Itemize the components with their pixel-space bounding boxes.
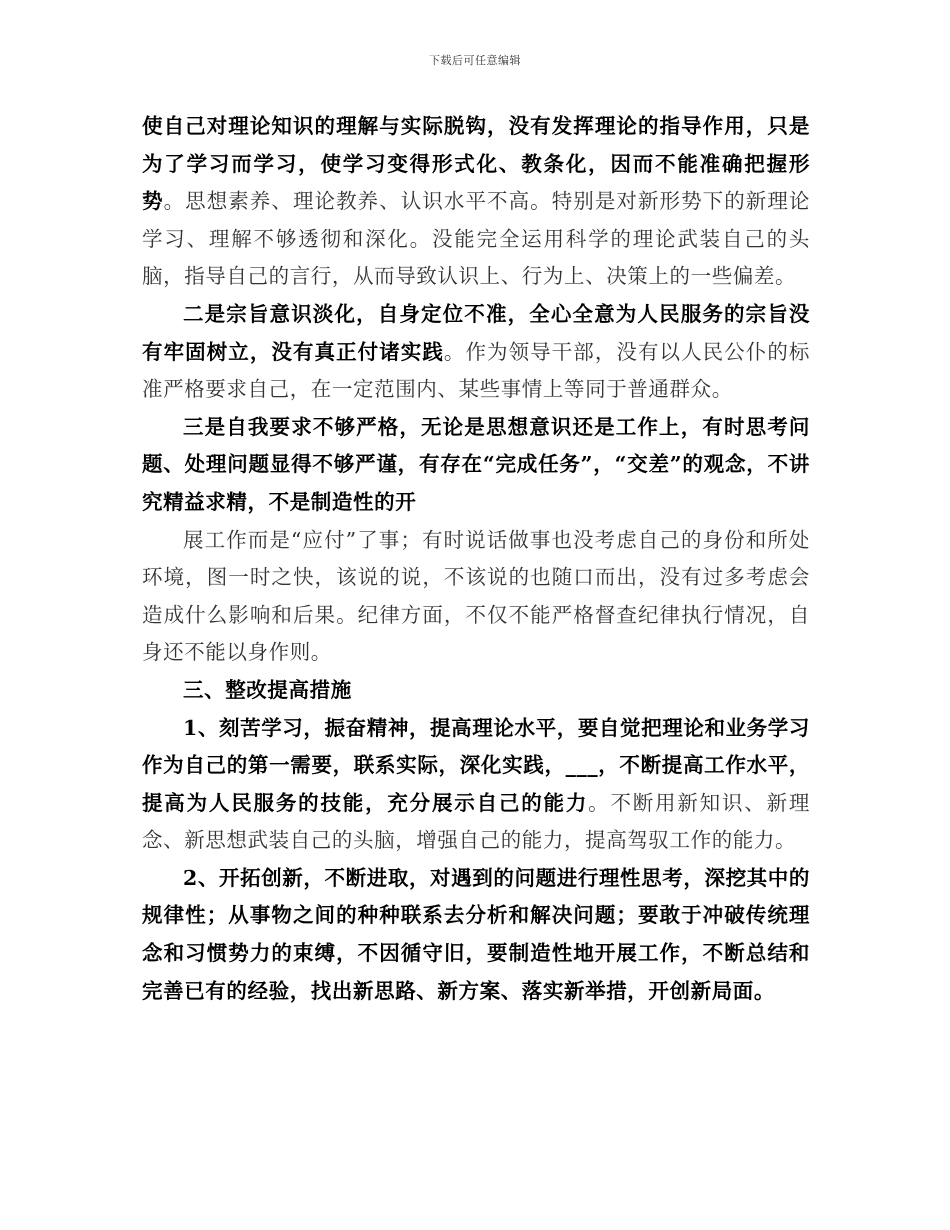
paragraph-2-bold: 二是宗旨意识淡化，自身定位不准，全心全意为人民服务的宗旨没有牢固树立，没有真正付诸实践 xyxy=(142,301,810,364)
paragraph-measure-1 xyxy=(142,710,810,860)
section-heading-text: 三、整改提高措施 xyxy=(183,677,352,702)
paragraph-2 xyxy=(142,296,810,409)
document-body xyxy=(142,108,810,1010)
paragraph-3-bold: 三是自我要求不够严格，无论是思想意识还是工作上，有时思考问题、处理问题显得不够严谨，有存在“完成任务”，“交差”的观念，不讲究精益求精，不是制造性的开 xyxy=(142,414,810,514)
paragraph-4-text: 展工作而是“应付”了事；有时说话做事也没考虑自己的身份和所处环境，图一时之快，该说的说，不该说的也随口而出，没有过多考虑会造成什么影响和后果。纪律方面，不仅不能严格督查纪律执行情况，自身还不能以身作则。 xyxy=(142,527,810,665)
paragraph-4 xyxy=(142,522,810,672)
paragraph-3 xyxy=(142,409,810,522)
paragraph-measure-1-text: 。不断用新知识、新理念、新思想武装自己的头脑，增强自己的能力，提高驾驭工作的能力。 xyxy=(142,790,811,853)
page-header: 下载后可任意编辑 xyxy=(429,54,521,67)
paragraph-2-text: 。作为领导干部，没有以人民公仆的标准严格要求自己，在一定范围内、某些事情上等同于普通群众。 xyxy=(142,339,810,402)
section-heading xyxy=(142,672,810,710)
paragraph-1 xyxy=(142,108,810,296)
paragraph-1-text: 。思想素养、理论教养、认识水平不高。特别是对新形势下的新理论学习、理解不够透彻和深化。没能完全运用科学的理论武装自己的头脑，指导自己的言行，从而导致认识上、行为上、决策上的一些偏差。 xyxy=(142,189,811,289)
paragraph-measure-2 xyxy=(142,860,810,1010)
paragraph-measure-1-bold: 1、刻苦学习，振奋精神，提高理论水平，要自觉把理论和业务学习作为自己的第一需要，联系实际，深化实践，___，不断提高工作水平，提高为人民服务的技能，充分展示自己的能力 xyxy=(142,715,810,815)
paragraph-measure-2-bold: 2、开拓创新，不断进取，对遇到的问题进行理性思考，深挖其中的规律性；从事物之间的种种联系去分析和解决问题；要敢于冲破传统理念和习惯势力的束缚，不因循守旧，要制造性地开展工作，不断总结和完善已有的经验，找出新思路、新方案、落实新举措，开创新局面。 xyxy=(142,865,810,1003)
paragraph-1-bold: 使自己对理论知识的理解与实际脱钩，没有发挥理论的指导作用，只是为了学习而学习，使学习变得形式化、教条化，因而不能准确把握形势 xyxy=(142,114,810,214)
